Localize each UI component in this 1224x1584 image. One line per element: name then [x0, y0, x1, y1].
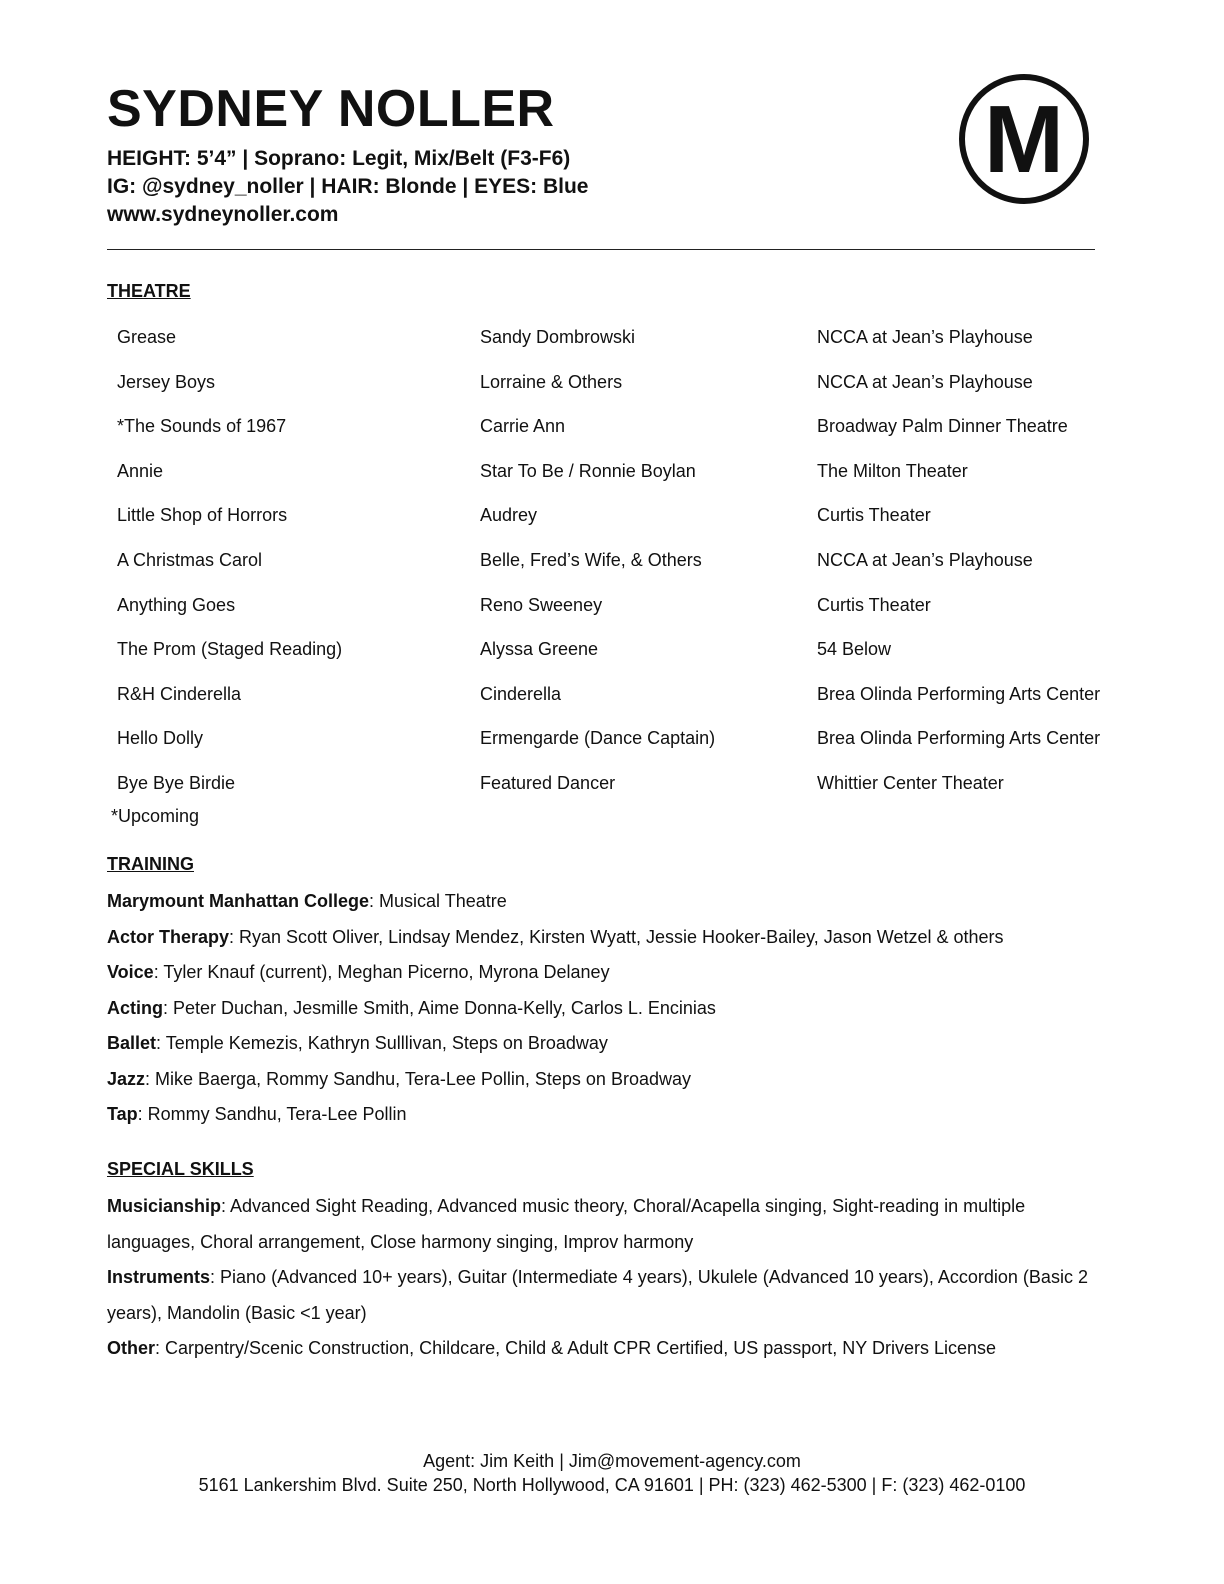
credit-show: *The Sounds of 1967 [117, 416, 287, 437]
training-text: : Mike Baerga, Rommy Sandhu, Tera-Lee Pollin, Steps on Broadway [145, 1068, 691, 1089]
credit-role: Lorraine & Others [480, 371, 623, 392]
upcoming-note: *Upcoming [111, 806, 200, 826]
credit-venue: Whittier Center Theater [817, 772, 1004, 793]
training-text: : Rommy Sandhu, Tera-Lee Pollin [137, 1104, 407, 1124]
credit-row [117, 456, 1117, 501]
credit-venue: NCCA at Jean’s Playhouse [817, 549, 1033, 570]
agent-contact: Agent: Jim Keith | Jim@movement-agency.com [423, 1451, 801, 1471]
training-text: : Tyler Knauf (current), Meghan Picerno, Myrona Delaney [153, 962, 610, 982]
training-heading: TRAINING [107, 854, 194, 874]
skill-item [107, 1260, 1107, 1331]
credit-show: Bye Bye Birdie [117, 772, 236, 793]
credit-row [117, 500, 1117, 545]
credit-row [117, 768, 1117, 813]
credit-row [117, 679, 1117, 724]
training-item [107, 1097, 1117, 1133]
training-list [107, 884, 1117, 1133]
training-label: Tap [107, 1104, 138, 1124]
credit-role: Star To Be / Ronnie Boylan [480, 460, 696, 481]
training-text: : Temple Kemezis, Kathryn Sulllivan, Steps on Broadway [156, 1033, 608, 1053]
credit-venue: Curtis Theater [817, 594, 931, 615]
skill-text: : Piano (Advanced 10+ years), Guitar (Intermediate 4 years), Ukulele (Advanced 10 years), Accordion (Basic 2 years), Mandolin (Basic <1 year) [107, 1267, 1088, 1323]
skill-label: Instruments [107, 1267, 211, 1288]
credit-show: Jersey Boys [117, 371, 216, 392]
credit-role: Ermengarde (Dance Captain) [480, 728, 716, 749]
skill-item [107, 1189, 1107, 1260]
special-skills-list [107, 1189, 1107, 1367]
credit-role: Featured Dancer [480, 772, 616, 793]
credit-role: Carrie Ann [480, 416, 566, 437]
skill-text: : Carpentry/Scenic Construction, Childcare, Child & Adult CPR Certified, US passport, NY Drivers License [155, 1338, 997, 1359]
training-text: : Peter Duchan, Jesmille Smith, Aime Donna-Kelly, Carlos L. Encinias [163, 997, 716, 1018]
credit-venue: Brea Olinda Performing Arts Center [817, 683, 1101, 704]
credit-show: Annie [117, 460, 164, 481]
training-item [107, 1062, 1117, 1098]
skill-label: Musicianship [107, 1196, 222, 1216]
credit-row [117, 634, 1117, 679]
training-label: Voice [107, 962, 154, 982]
theatre-heading: THEATRE [107, 281, 191, 301]
agency-address: 5161 Lankershim Blvd. Suite 250, North Hollywood, CA 91601 | PH: (323) 462-5300 | F: (323) 462-0100 [198, 1475, 1026, 1495]
training-item [107, 920, 1117, 956]
performer-name: SYDNEY NOLLER [107, 80, 555, 138]
credit-venue: NCCA at Jean’s Playhouse [817, 371, 1033, 392]
training-item [107, 955, 1117, 991]
credit-role: Alyssa Greene [480, 639, 599, 660]
credit-show: Little Shop of Horrors [117, 505, 288, 526]
credit-row [117, 322, 1117, 367]
credit-venue: The Milton Theater [817, 460, 968, 481]
credit-role: Belle, Fred’s Wife, & Others [480, 549, 702, 570]
credit-row [117, 411, 1117, 456]
training-item [107, 1026, 1117, 1062]
credit-venue: 54 Below [817, 639, 892, 660]
training-label: Acting [107, 997, 163, 1018]
social-appearance-info: IG: @sydney_noller | HAIR: Blonde | EYES: Blue [107, 175, 589, 198]
height-voice-info: HEIGHT: 5’4” | Soprano: Legit, Mix/Belt (F3-F6) [107, 147, 571, 170]
credit-show: Hello Dolly [117, 728, 204, 749]
svg-text:M: M [984, 86, 1064, 193]
credit-venue: Brea Olinda Performing Arts Center [817, 728, 1101, 749]
special-skills-heading: SPECIAL SKILLS [107, 1159, 254, 1179]
training-label: Actor Therapy [107, 926, 230, 947]
credit-show: The Prom (Staged Reading) [117, 639, 343, 660]
training-label: Marymount Manhattan College [107, 891, 370, 911]
training-text: : Ryan Scott Oliver, Lindsay Mendez, Kirsten Wyatt, Jessie Hooker-Bailey, Jason Wetzel & others [229, 926, 1004, 947]
theatre-credits-table [117, 322, 1117, 813]
credit-role: Sandy Dombrowski [480, 327, 636, 347]
credit-show: A Christmas Carol [117, 549, 263, 570]
credit-row [117, 367, 1117, 412]
credit-role: Cinderella [480, 683, 562, 704]
skill-text: : Advanced Sight Reading, Advanced music theory, Choral/Acapella singing, Sight-reading in multiple languages, Choral arrangement, Close harmony singing, Improv harmony [107, 1196, 1026, 1252]
training-label: Jazz [107, 1068, 146, 1089]
header-divider [107, 249, 1095, 250]
credit-row [117, 545, 1117, 590]
credit-venue: NCCA at Jean’s Playhouse [817, 327, 1033, 347]
credit-row [117, 590, 1117, 635]
credit-show: Anything Goes [117, 594, 236, 615]
skill-item [107, 1331, 1107, 1367]
skill-label: Other [107, 1338, 156, 1359]
credit-venue: Broadway Palm Dinner Theatre [817, 416, 1068, 437]
credit-role: Audrey [480, 505, 538, 526]
training-item [107, 884, 1117, 920]
credit-row [117, 723, 1117, 768]
agency-m-logo-icon [957, 72, 1091, 206]
credit-role: Reno Sweeney [480, 594, 603, 615]
training-item [107, 991, 1117, 1027]
training-text: : Musical Theatre [369, 891, 507, 911]
credit-show: R&H Cinderella [117, 683, 242, 704]
credit-venue: Curtis Theater [817, 505, 931, 526]
training-label: Ballet [107, 1033, 157, 1053]
credit-show: Grease [117, 327, 177, 347]
website-link[interactable]: www.sydneynoller.com [107, 203, 339, 226]
